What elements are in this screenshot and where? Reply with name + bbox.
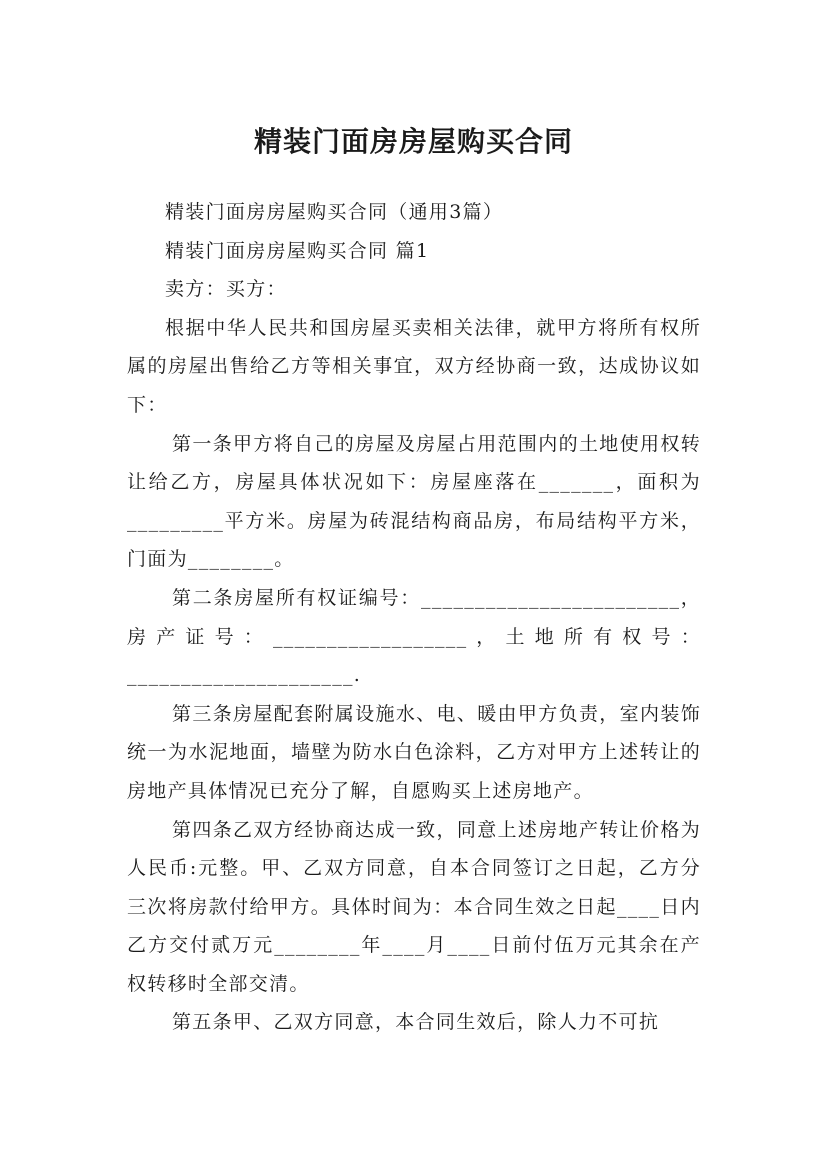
paragraph-article-3: 第三条房屋配套附属设施水、电、暖由甲方负责，室内装饰统一为水泥地面，墙壁为防水白色涂料，乙方对甲方上述转让的房地产具体情况已充分了解，自愿购买上述房地产。 (127, 702, 701, 802)
document-body (127, 193, 701, 1042)
paragraph-article-4: 第四条乙双方经协商达成一致，同意上述房地产转让价格为人民币:元整。甲、乙双方同意，自本合同签订之日起，乙方分三次将房款付给甲方。具体时间为：本合同生效之日起____日内乙方交付贰万元________年____月____日前付伍万元其余在产权转移时全部交清。 (127, 818, 701, 995)
paragraph-preamble: 根据中华人民共和国房屋买卖相关法律，就甲方将所有权所属的房屋出售给乙方等相关事宜，双方经协商一致，达成协议如下： (127, 316, 701, 416)
paragraph-part-heading: 精装门面房房屋购买合同 篇1 (165, 239, 430, 262)
paragraph-article-2: 第二条房屋所有权证编号：________________________，房产证号：__________________，土地所有权号：_____________________. (127, 586, 701, 687)
document-title: 精装门面房房屋购买合同 (253, 124, 573, 158)
paragraph-article-5: 第五条甲、乙双方同意，本合同生效后，除人力不可抗 (172, 1011, 660, 1034)
paragraph-subtitle: 精装门面房房屋购买合同（通用3篇） (165, 201, 504, 223)
paragraph-article-1: 第一条甲方将自己的房屋及房屋占用范围内的土地使用权转让给乙方，房屋具体状况如下：房屋座落在_______，面积为_________平方米。房屋为砖混结构商品房，布局结构平方米，门面为________。 (127, 432, 701, 571)
paragraph-parties: 卖方：买方： (165, 278, 287, 301)
